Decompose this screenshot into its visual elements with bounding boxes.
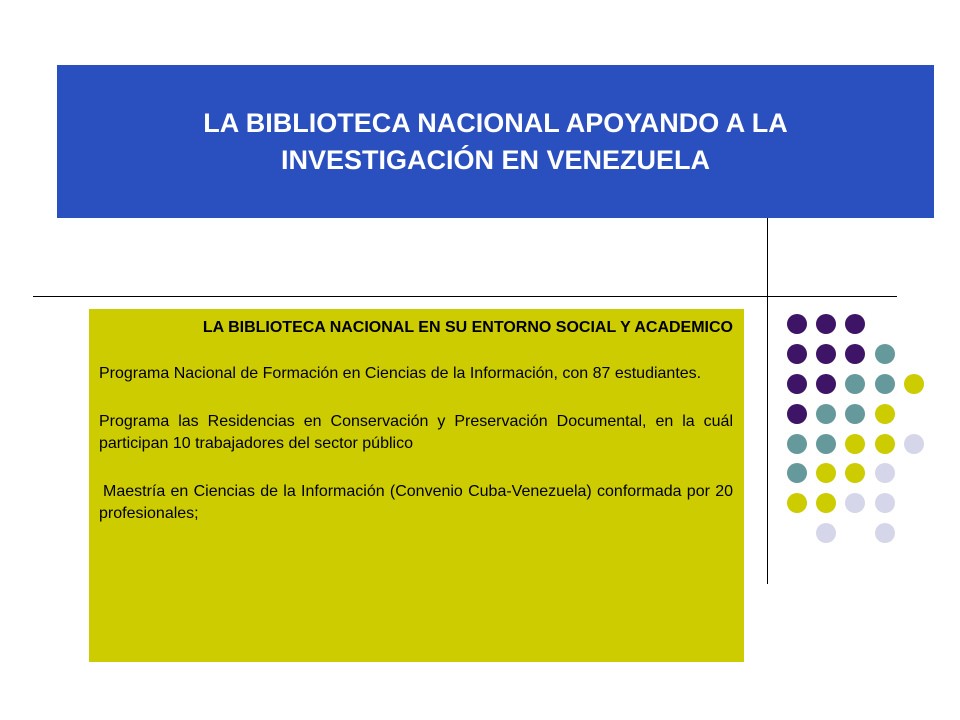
decorative-dot: [845, 314, 865, 334]
decorative-dot: [816, 434, 836, 454]
decorative-dot: [816, 463, 836, 483]
decorative-dot: [875, 523, 895, 543]
decorative-dot: [845, 434, 865, 454]
decorative-dot: [816, 523, 836, 543]
decorative-dot: [787, 434, 807, 454]
decorative-dot: [816, 344, 836, 364]
decorative-dot: [845, 344, 865, 364]
decorative-dot: [787, 493, 807, 513]
decorative-dot: [845, 463, 865, 483]
decorative-dot: [816, 404, 836, 424]
decorative-dot: [904, 374, 924, 394]
decorative-dot: [845, 374, 865, 394]
decorative-dot: [816, 374, 836, 394]
paragraph-residencias: Programa las Residencias en Conservación y Preservación Documental, en la cuál participan 10 trabajadores del sector público: [99, 413, 733, 452]
decorative-dot: [816, 493, 836, 513]
decorative-dot: [875, 463, 895, 483]
decorative-dot: [875, 344, 895, 364]
paragraph-formacion: Programa Nacional de Formación en Ciencias de la Información, con 87 estudiantes.: [99, 365, 702, 382]
decorative-dot: [845, 493, 865, 513]
decorative-dot: [787, 344, 807, 364]
content-box: [89, 309, 744, 662]
decorative-dot: [875, 434, 895, 454]
title-banner: [57, 65, 934, 218]
decorative-dot: [816, 314, 836, 334]
decorative-dot: [787, 404, 807, 424]
decorative-dot: [875, 493, 895, 513]
section-heading: LA BIBLIOTECA NACIONAL EN SU ENTORNO SOCIAL Y ACADEMICO: [202, 319, 733, 336]
decorative-dot: [787, 374, 807, 394]
paragraph-maestria: Maestría en Ciencias de la Información (Convenio Cuba-Venezuela) conformada por 20 profesionales;: [99, 483, 733, 522]
decorative-dot: [787, 314, 807, 334]
decorative-dot: [845, 404, 865, 424]
decorative-dot: [875, 374, 895, 394]
slide-title: LA BIBLIOTECA NACIONAL APOYANDO A LA INVESTIGACIÓN EN VENEZUELA: [203, 107, 788, 175]
decorative-dot: [787, 463, 807, 483]
decorative-dot: [904, 434, 924, 454]
vertical-divider: [767, 218, 768, 584]
decorative-dot: [875, 404, 895, 424]
